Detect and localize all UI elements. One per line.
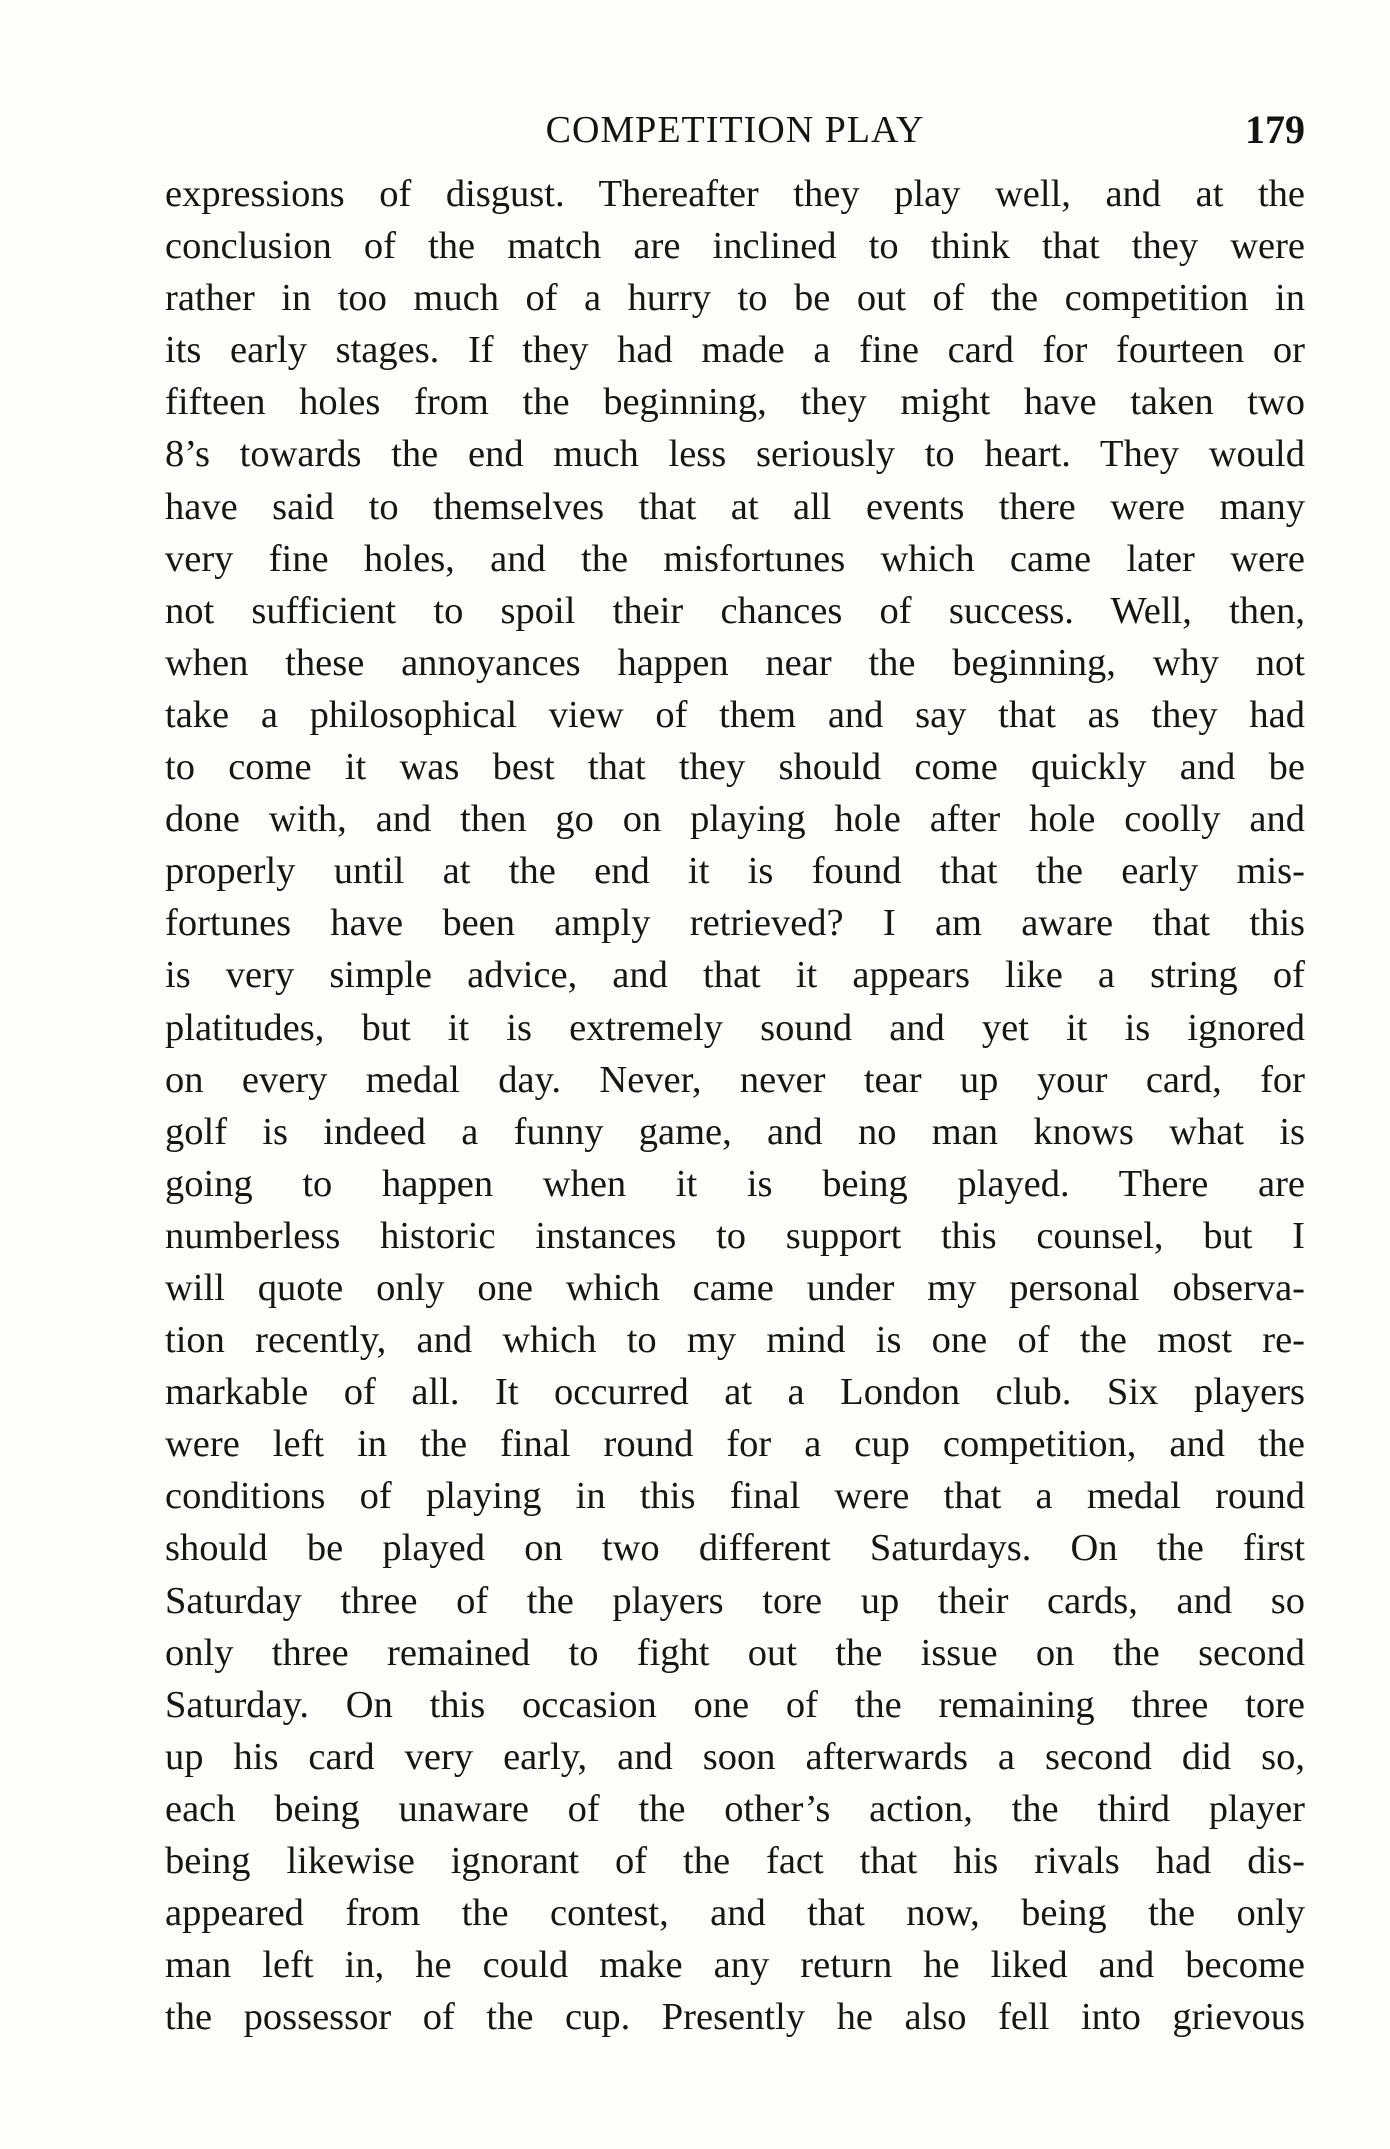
text-line: man left in, he could make any return he liked and become bbox=[165, 1944, 1305, 1987]
text-line: conditions of playing in this final were that a medal round bbox=[165, 1475, 1305, 1518]
text-line: should be played on two different Saturdays. On the first bbox=[165, 1527, 1305, 1570]
text-line: have said to themselves that at all events there were many bbox=[165, 485, 1305, 528]
text-line: 8’s towards the end much less seriously to heart. They would bbox=[165, 433, 1305, 476]
text-line: fortunes have been amply retrieved? I am aware that this bbox=[165, 902, 1305, 945]
text-line: properly until at the end it is found that the early mis- bbox=[165, 850, 1305, 893]
text-line: Saturday three of the players tore up their cards, and so bbox=[165, 1579, 1305, 1622]
text-line: is very simple advice, and that it appears like a string of bbox=[165, 954, 1305, 997]
text-line: up his card very early, and soon afterwards a second did so, bbox=[165, 1735, 1305, 1778]
text-line: take a philosophical view of them and say that as they had bbox=[165, 693, 1305, 736]
text-line: being likewise ignorant of the fact that his rivals had dis- bbox=[165, 1840, 1305, 1882]
running-title: COMPETITION PLAY bbox=[545, 109, 925, 151]
text-line: appeared from the contest, and that now, being the only bbox=[165, 1892, 1305, 1935]
text-line: numberless historic instances to support this counsel, but I bbox=[165, 1214, 1305, 1257]
text-line: platitudes, but it is extremely sound and yet it is ignored bbox=[165, 1006, 1305, 1049]
text-line: to come it was best that they should come quickly and be bbox=[165, 746, 1305, 789]
text-line: the possessor of the cup. Presently he also fell into grievous bbox=[165, 1996, 1305, 2039]
text-line: will quote only one which came under my personal observa- bbox=[165, 1266, 1305, 1309]
text-line: each being unaware of the other’s action, the third player bbox=[165, 1787, 1305, 1830]
text-line: rather in too much of a hurry to be out of the competition in bbox=[165, 277, 1305, 320]
text-line: not sufficient to spoil their chances of success. Well, then, bbox=[165, 589, 1305, 632]
running-head bbox=[165, 100, 1305, 160]
text-line: expressions of disgust. Thereafter they play well, and at the bbox=[165, 173, 1305, 215]
text-line: golf is indeed a funny game, and no man knows what is bbox=[165, 1110, 1305, 1153]
text-line: very fine holes, and the misfortunes which came later were bbox=[165, 537, 1305, 580]
text-line: when these annoyances happen near the beginning, why not bbox=[165, 641, 1305, 684]
page-number: 179 bbox=[1245, 107, 1305, 152]
body-text bbox=[165, 168, 1305, 2043]
text-line: markable of all. It occurred at a London club. Six players bbox=[165, 1371, 1305, 1414]
text-line: tion recently, and which to my mind is one of the most re- bbox=[165, 1319, 1305, 1362]
text-line: going to happen when it is being played. There are bbox=[165, 1162, 1305, 1205]
text-line: on every medal day. Never, never tear up your card, for bbox=[165, 1058, 1305, 1101]
text-line: Saturday. On this occasion one of the remaining three tore bbox=[165, 1683, 1305, 1726]
text-line: fifteen holes from the beginning, they might have taken two bbox=[165, 381, 1305, 424]
text-line: its early stages. If they had made a fine card for fourteen or bbox=[165, 329, 1305, 372]
text-line: were left in the final round for a cup competition, and the bbox=[165, 1423, 1305, 1466]
text-line: only three remained to fight out the issue on the second bbox=[165, 1631, 1305, 1674]
text-line: done with, and then go on playing hole after hole coolly and bbox=[165, 798, 1305, 841]
text-line: conclusion of the match are inclined to think that they were bbox=[165, 225, 1305, 268]
